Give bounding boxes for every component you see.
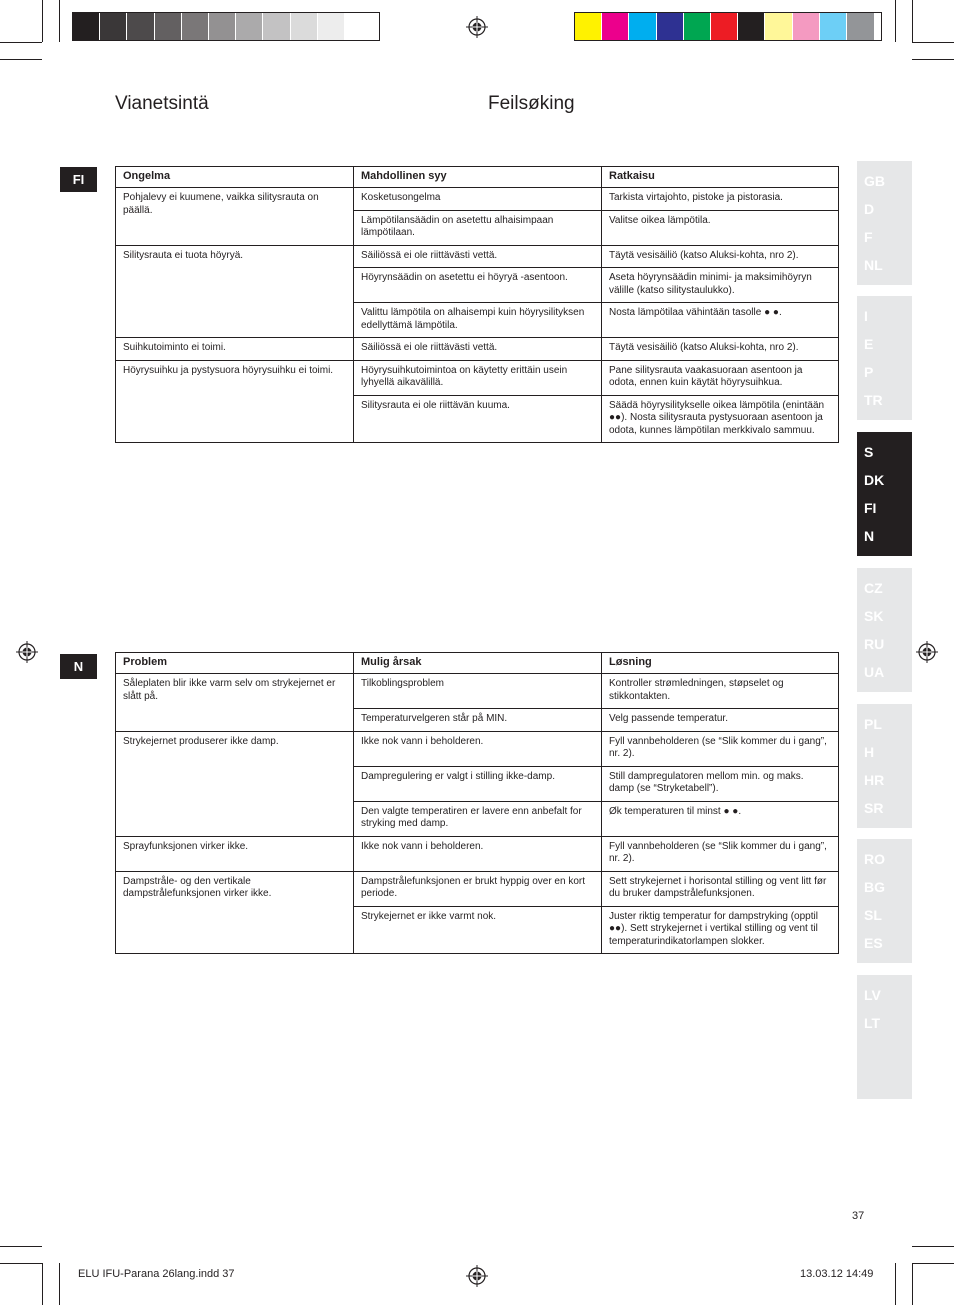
language-code: E	[864, 336, 874, 352]
crop-mark-bottom-right-h	[912, 1246, 954, 1247]
solution-cell: Juster riktig temperatur for dampstryking (opptil ●●). Sett strykejernet i vertikal stilling og vent til temperaturindikatorlampen slokker.	[602, 906, 839, 954]
registration-mark-top-icon	[466, 16, 488, 38]
column-header-solution: Ratkaisu	[602, 167, 839, 188]
color-swatch	[127, 13, 154, 40]
cause-cell: Silitysrauta ei ole riittävän kuuma.	[354, 395, 602, 443]
crop-mark-top-right-h2	[912, 42, 954, 43]
solution-cell: Tarkista virtajohto, pistoke ja pistorasia.	[602, 188, 839, 211]
cause-cell: Höyrynsäädin on asetettu ei höyryä -asentoon.	[354, 268, 602, 303]
cause-cell: Höyrysuihkutoimintoa on käytetty erittäin usein lyhyellä aikavälillä.	[354, 360, 602, 395]
color-swatch	[657, 13, 684, 40]
column-header-problem: Problem	[116, 653, 354, 674]
color-swatch	[263, 13, 290, 40]
language-badge-no: N	[60, 654, 97, 679]
cause-cell: Strykejernet er ikke varmt nok.	[354, 906, 602, 954]
language-code: H	[864, 744, 875, 760]
language-tab-group	[857, 161, 912, 285]
solution-cell: Sett strykejernet i horisontal stilling og vent litt før du bruker dampstrålefunksjonen.	[602, 871, 839, 906]
registration-mark-bottom-icon	[466, 1265, 488, 1287]
color-swatch	[155, 13, 182, 40]
solution-cell: Valitse oikea lämpötila.	[602, 210, 839, 245]
language-code: S	[864, 444, 874, 460]
language-code: TR	[864, 392, 883, 408]
language-code: HR	[864, 772, 885, 788]
troubleshooting-table-no	[115, 652, 839, 954]
language-code: SR	[864, 800, 884, 816]
crop-mark-top-left-h	[0, 59, 42, 60]
problem-cell: Suihkutoiminto ei toimi.	[116, 338, 354, 361]
solution-cell: Pane silitysrauta vaakasuoraan asentoon ja odota, ennen kuin käytät höyrysuihkua.	[602, 360, 839, 395]
language-tab-group	[857, 704, 912, 828]
problem-cell: Såleplaten blir ikke varm selv om strykejernet er slått på.	[116, 674, 354, 732]
solution-cell: Fyll vannbeholderen (se “Slik kommer du i gang”, nr. 2).	[602, 731, 839, 766]
solution-cell: Still dampregulatoren mellom min. og maks. damp (se “Stryketabell”).	[602, 766, 839, 801]
language-code: SK	[864, 608, 884, 624]
troubleshooting-table-fi	[115, 166, 839, 443]
color-swatch	[711, 13, 738, 40]
table-header-row	[116, 167, 839, 188]
solution-cell: Aseta höyrynsäädin minimi- ja maksimihöyryn välille (katso silitystaulukko).	[602, 268, 839, 303]
color-swatch	[847, 13, 874, 40]
color-swatch	[820, 13, 847, 40]
solution-cell: Velg passende temperatur.	[602, 709, 839, 732]
table-row	[116, 871, 839, 906]
crop-mark-top-left-h2	[0, 42, 42, 43]
solution-cell: Täytä vesisäiliö (katso Aluksi-kohta, nro 2).	[602, 245, 839, 268]
problem-cell: Höyrysuihku ja pystysuora höyrysuihku ei toimi.	[116, 360, 354, 443]
language-code: BG	[864, 879, 885, 895]
language-code: LT	[864, 1015, 881, 1031]
crop-mark-bottom-right-v2	[895, 1263, 896, 1305]
language-tab-group	[857, 296, 912, 420]
column-header-cause: Mahdollinen syy	[354, 167, 602, 188]
solution-cell: Säädä höyrysilitykselle oikea lämpötila (enintään ●●). Nosta silitysrauta pystysuoraan asentoon ja odota, kunnes lämpötilan merkkivalo sammuu.	[602, 395, 839, 443]
language-code: DK	[864, 472, 885, 488]
language-code: F	[864, 229, 873, 245]
language-tab-group	[857, 432, 912, 556]
color-swatch	[318, 13, 345, 40]
cause-cell: Ikke nok vann i beholderen.	[354, 731, 602, 766]
color-swatch	[793, 13, 820, 40]
problem-cell: Silitysrauta ei tuota höyryä.	[116, 245, 354, 338]
solution-cell: Kontroller strømledningen, støpselet og stikkontakten.	[602, 674, 839, 709]
language-code: GB	[864, 173, 885, 189]
color-swatch	[602, 13, 629, 40]
color-swatch	[182, 13, 209, 40]
color-swatch	[738, 13, 765, 40]
crop-mark-bottom-left-v	[42, 1263, 43, 1305]
language-code: UA	[864, 664, 885, 680]
crop-mark-top-left-v	[42, 0, 43, 42]
solution-cell: Fyll vannbeholderen (se “Slik kommer du i gang”, nr. 2).	[602, 836, 839, 871]
color-swatch	[629, 13, 656, 40]
language-code: NL	[864, 257, 883, 273]
color-swatch	[209, 13, 236, 40]
cause-cell: Säiliössä ei ole riittävästi vettä.	[354, 338, 602, 361]
cause-cell: Kosketusongelma	[354, 188, 602, 211]
footer-datetime: 13.03.12 14:49	[800, 1268, 874, 1280]
color-swatch	[345, 13, 372, 40]
cause-cell: Dampstrålefunksjonen er brukt hyppig over en kort periode.	[354, 871, 602, 906]
language-tab-group	[857, 839, 912, 963]
crop-mark-bottom-left-h	[0, 1246, 42, 1247]
table-row	[116, 836, 839, 871]
language-code: ES	[864, 935, 883, 951]
crop-mark-top-right-v	[912, 0, 913, 42]
crop-mark-top-right-v2	[895, 0, 896, 42]
language-code: N	[864, 528, 875, 544]
cause-cell: Temperaturvelgeren står på MIN.	[354, 709, 602, 732]
cause-cell: Valittu lämpötila on alhaisempi kuin höyrysilityksen edellyttämä lämpötila.	[354, 303, 602, 338]
page-number: 37	[852, 1210, 865, 1222]
color-swatch	[765, 13, 792, 40]
crop-mark-bottom-left-h2	[0, 1263, 42, 1264]
language-code: CZ	[864, 580, 883, 596]
crop-mark-bottom-left-v2	[59, 1263, 60, 1305]
solution-cell: Nosta lämpötilaa vähintään tasolle ● ●.	[602, 303, 839, 338]
color-swatch	[73, 13, 100, 40]
footer-filename: ELU IFU-Parana 26lang.indd 37	[78, 1268, 235, 1280]
solution-cell: Øk temperaturen til minst ● ●.	[602, 801, 839, 836]
language-code: I	[864, 308, 868, 324]
language-code: SL	[864, 907, 882, 923]
table-header-row	[116, 653, 839, 674]
table-row	[116, 731, 839, 766]
table-row	[116, 188, 839, 211]
grayscale-calibration-bar	[72, 12, 380, 41]
cause-cell: Lämpötilansäädin on asetettu alhaisimpaan lämpötilaan.	[354, 210, 602, 245]
table-row	[116, 245, 839, 268]
language-code: FI	[864, 500, 877, 516]
heading-norwegian: Feilsøking	[488, 93, 575, 114]
language-code: D	[864, 201, 875, 217]
language-tab-group	[857, 568, 912, 692]
table-row	[116, 674, 839, 709]
language-code: RO	[864, 851, 885, 867]
column-header-cause: Mulig årsak	[354, 653, 602, 674]
problem-cell: Strykejernet produserer ikke damp.	[116, 731, 354, 836]
color-swatch	[684, 13, 711, 40]
language-code: RU	[864, 636, 885, 652]
column-header-solution: Løsning	[602, 653, 839, 674]
cause-cell: Ikke nok vann i beholderen.	[354, 836, 602, 871]
registration-mark-right-icon	[916, 641, 938, 663]
cause-cell: Den valgte temperatiren er lavere enn anbefalt for stryking med damp.	[354, 801, 602, 836]
language-tab-group	[857, 975, 912, 1099]
color-swatch	[236, 13, 263, 40]
language-badge-fi: FI	[60, 167, 97, 192]
crop-mark-bottom-right-h2	[912, 1263, 954, 1264]
color-swatch	[291, 13, 318, 40]
color-calibration-bar	[574, 12, 882, 41]
cause-cell: Säiliössä ei ole riittävästi vettä.	[354, 245, 602, 268]
language-code: PL	[864, 716, 882, 732]
problem-cell: Dampstråle- og den vertikale dampstrålefunksjonen virker ikke.	[116, 871, 354, 954]
table-row	[116, 338, 839, 361]
color-swatch	[100, 13, 127, 40]
table-row	[116, 360, 839, 395]
cause-cell: Tilkoblingsproblem	[354, 674, 602, 709]
problem-cell: Pohjalevy ei kuumene, vaikka silitysrauta on päällä.	[116, 188, 354, 246]
crop-mark-top-right-h	[912, 59, 954, 60]
cause-cell: Dampregulering er valgt i stilling ikke-damp.	[354, 766, 602, 801]
column-header-problem: Ongelma	[116, 167, 354, 188]
crop-mark-bottom-right-v	[912, 1263, 913, 1305]
language-code: LV	[864, 987, 881, 1003]
solution-cell: Täytä vesisäiliö (katso Aluksi-kohta, nro 2).	[602, 338, 839, 361]
color-swatch	[575, 13, 602, 40]
language-code: P	[864, 364, 874, 380]
heading-finnish: Vianetsintä	[115, 93, 209, 114]
problem-cell: Sprayfunksjonen virker ikke.	[116, 836, 354, 871]
crop-mark-top-left-v2	[59, 0, 60, 42]
registration-mark-left-icon	[16, 641, 38, 663]
